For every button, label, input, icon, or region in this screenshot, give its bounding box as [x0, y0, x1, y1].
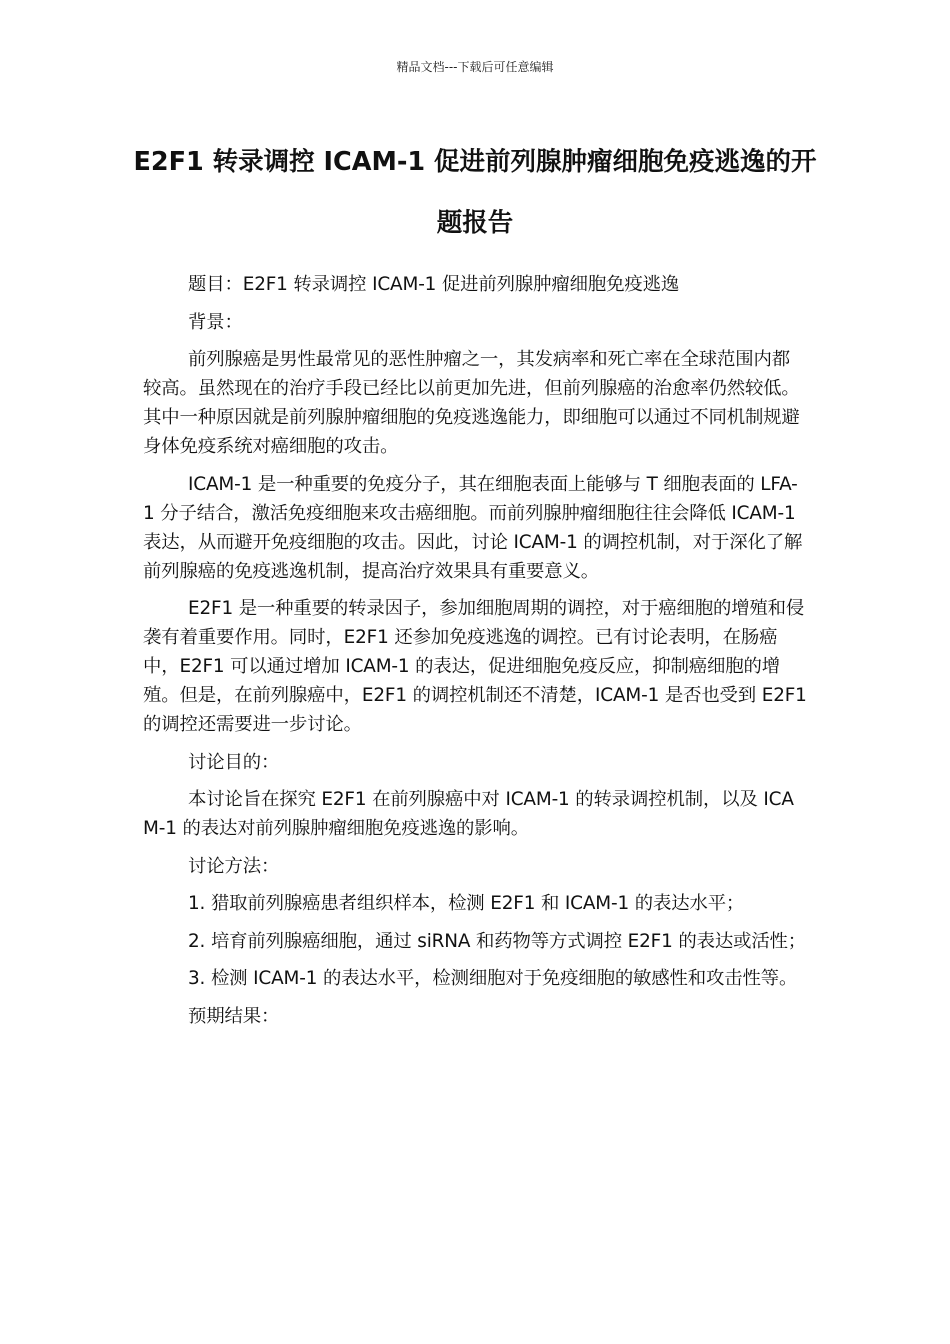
- method-item-3: 3. 检测 ICAM-1 的表达水平，检测细胞对于免疫细胞的敏感性和攻击性等。: [188, 968, 798, 989]
- expected-results-heading: 预期结果：: [188, 1005, 280, 1027]
- purpose-paragraph: 本讨论旨在探究 E2F1 在前列腺癌中对 ICAM-1 的转录调控机制，以及 ICAM-1 的表达对前列腺肿瘤细胞免疫逃逸的影响。: [143, 789, 794, 839]
- document-title: E2F1 转录调控 ICAM-1 促进前列腺肿瘤细胞免疫逃逸的开题报告: [133, 147, 817, 238]
- header-note: 精品文档---下载后可任意编辑: [396, 60, 554, 74]
- purpose-heading: 讨论目的：: [188, 751, 280, 773]
- background-heading: 背景：: [188, 311, 243, 333]
- methods-heading: 讨论方法：: [188, 855, 280, 877]
- topic-paragraph: 题目：E2F1 转录调控 ICAM-1 促进前列腺肿瘤细胞免疫逃逸: [188, 274, 680, 295]
- background-paragraph-1: 前列腺癌是男性最常见的恶性肿瘤之一，其发病率和死亡率在全球范围内都较高。虽然现在的治疗手段已经比以前更加先进，但前列腺癌的治愈率仍然较低。其中一种原因就是前列腺肿瘤细胞的免疫逃逸能力，即细胞可以通过不同机制规避身体免疫系统对癌细胞的攻击。: [143, 349, 800, 457]
- method-item-2: 2. 培育前列腺癌细胞，通过 siRNA 和药物等方式调控 E2F1 的表达或活性；: [188, 930, 807, 952]
- document-body: [143, 270, 807, 1039]
- background-paragraph-3: E2F1 是一种重要的转录因子，参加细胞周期的调控，对于癌细胞的增殖和侵袭有着重要作用。同时，E2F1 还参加免疫逃逸的调控。已有讨论表明，在肠癌中，E2F1 可以通过增加 ICAM-1 的表达，促进细胞免疫反应，抑制癌细胞的增殖。但是，在前列腺癌中，E2F1 的调控机制还不清楚，ICAM-1 是否也受到 E2F1 的调控还需要进一步讨论。: [143, 598, 807, 735]
- method-item-1: 1. 猎取前列腺癌患者组织样本，检测 E2F1 和 ICAM-1 的表达水平；: [188, 893, 745, 914]
- background-paragraph-2: ICAM-1 是一种重要的免疫分子，其在细胞表面上能够与 T 细胞表面的 LFA-1 分子结合，激活免疫细胞来攻击癌细胞。而前列腺肿瘤细胞往往会降低 ICAM-1 表达，从而避开免疫细胞的攻击。因此，讨论 ICAM-1 的调控机制，对于深化了解前列腺癌的免疫逃逸机制，提高治疗效果具有重要意义。: [143, 473, 803, 582]
